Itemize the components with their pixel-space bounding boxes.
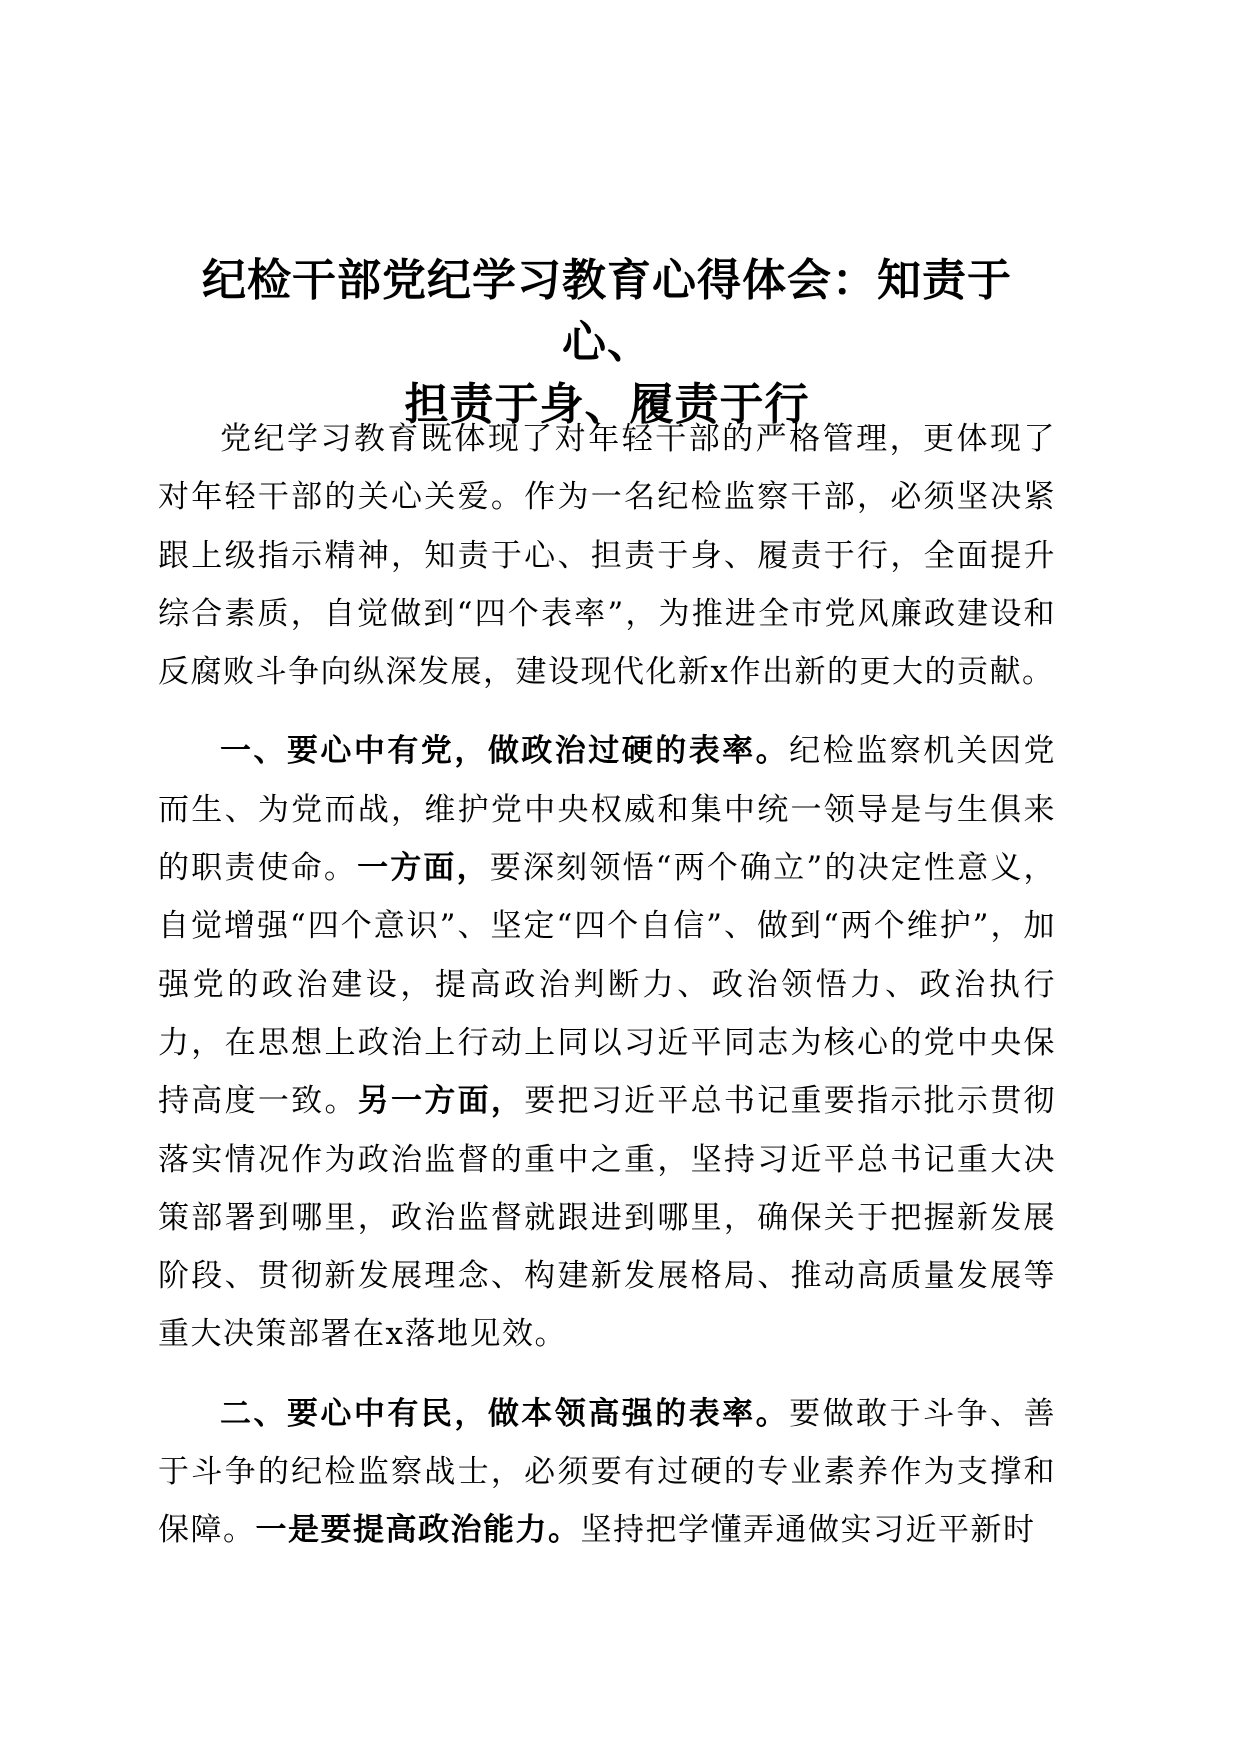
document-title — [158, 250, 1056, 436]
section-1-heading: 一、要心中有党，做政治过硬的表率。 — [220, 733, 790, 770]
section-2-heading: 二、要心中有民，做本领高强的表率。 — [220, 1395, 790, 1432]
intro-paragraph: 党纪学习教育既体现了对年轻干部的严格管理，更体现了对年轻干部的关心关爱。作为一名纪检监察干部，必须坚决紧跟上级指示精神，知责于心、担责于身、履责于行，全面提升综合素质，自觉做到“四个表率”，为推进全市党风廉政建设和反腐败斗争向纵深发展，建设现代化新x作出新的更大的贡献。 — [158, 421, 1056, 691]
section-1-paragraph — [158, 722, 1056, 1363]
title-line-1: 纪检干部党纪学习教育心得体会：知责于心、 — [202, 255, 1012, 368]
document-body — [158, 410, 1056, 1581]
section-1-text-2: 要深刻领悟“两个确立”的决定性意义，自觉增强“四个意识”、坚定“四个自信”、做到“两个维护”，加强党的政治建设，提高政治判断力、政治领悟力、政治执行力，在思想上政治上行动上同以习近平同志为核心的党中央保持高度一致。 — [158, 850, 1057, 1120]
section-1-lead-1: 一方面， — [357, 850, 490, 887]
section-2-text-2: 坚持把学懂弄通做实习近平新时 — [580, 1512, 1036, 1549]
section-2-text-1: 要做敢于斗争、善于斗争的纪检监察战士，必须要有过硬的专业素养作为支撑和保障。 — [158, 1395, 1057, 1549]
section-1-text-1: 纪检监察机关因党而生、为党而战，维护党中央权威和集中统一领导是与生俱来的职责使命。 — [158, 733, 1057, 887]
document-page — [158, 0, 1056, 1754]
section-2-lead-1: 一是要提高政治能力。 — [255, 1512, 581, 1549]
section-2-paragraph — [158, 1385, 1056, 1560]
section-1-text-3: 要把习近平总书记重要指示批示贯彻落实情况作为政治监督的重中之重，坚持习近平总书记重大决策部署到哪里，政治监督就跟进到哪里，确保关于把握新发展阶段、贯彻新发展理念、构建新发展格局、推动高质量发展等重大决策部署在x落地见效。 — [158, 1083, 1057, 1353]
title-line-2: 担责于身、履责于行 — [404, 379, 810, 430]
section-1-lead-2: 另一方面， — [357, 1083, 525, 1120]
